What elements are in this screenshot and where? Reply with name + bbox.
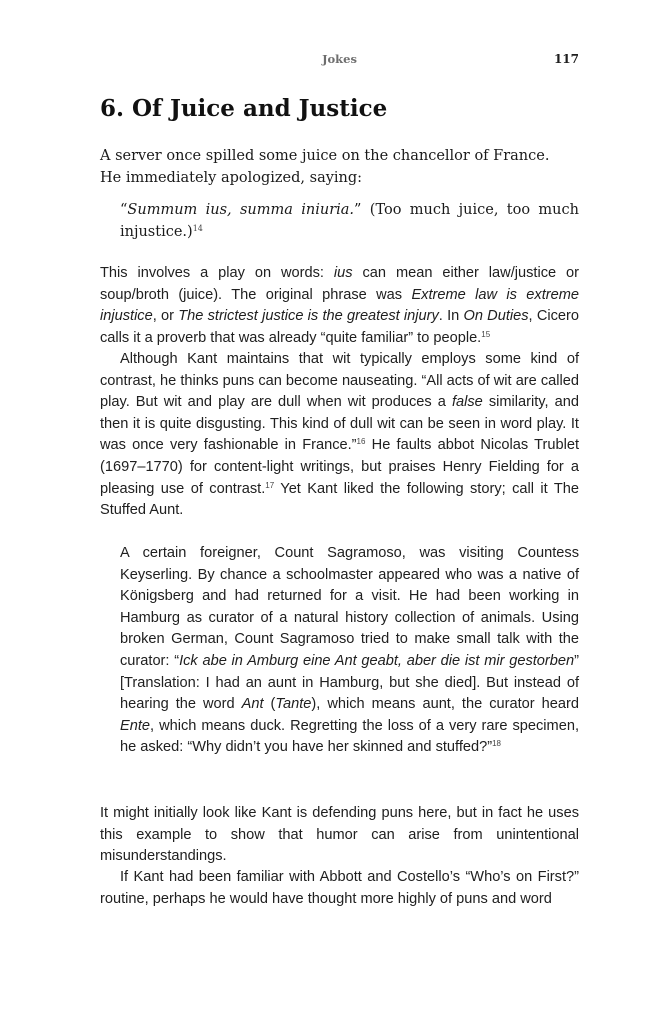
text-run: Yet Kant liked the following story; call it The Stuffed Aunt. (100, 480, 579, 519)
italic-term: Tante (275, 696, 312, 713)
italic-term: Ant (241, 696, 264, 713)
body-paragraph (100, 263, 579, 349)
text-run: . In (438, 308, 464, 325)
text-run: similarity, and then it is quite disgusting. This kind of dull wit can be seen in word play. It was once very fashionable in France.” (100, 394, 579, 454)
footnote-ref: 18 (492, 739, 502, 749)
book-title: On Duties (463, 308, 529, 325)
text-run: A certain foreigner, Count Sagramoso, was visiting Countess Keyserling. By chance a schoolmaster appeared who was a native of Königsberg and had returned for a visit. He had been working in Hamburg as curator of a natural history collection of animals. Using broken German, Count Sagramoso tried to make small talk with the curator: “ (120, 545, 579, 669)
running-head (100, 52, 579, 70)
text-run: can mean either law/justice or soup/broth (juice). The original phrase was (100, 265, 580, 303)
text-run: ” [Translation: I had an aunt in Hamburg, but she died]. But instead of hearing the word (120, 652, 579, 713)
italic-term: false (451, 394, 483, 411)
text-run: , which means duck. Regretting the loss of a very rare specimen, he asked: “Why didn’t you have her skinned and stuffed?” (120, 717, 579, 756)
text-run: ( (263, 696, 276, 713)
text-run: This involves a play on words: (100, 265, 334, 281)
footnote-ref: 14 (192, 223, 203, 233)
footnote-ref: 15 (481, 329, 491, 339)
chapter-number: 6. (100, 95, 125, 122)
text-run: , Cicero calls it a proverb that was already “quite familiar” to people. (100, 308, 579, 346)
italic-term: Ente (120, 717, 151, 734)
chapter-title (100, 92, 579, 126)
story-blockquote (120, 543, 579, 759)
running-head-title: Jokes (322, 52, 357, 66)
italic-phrase: The strictest justice is the greatest injury (178, 308, 439, 325)
latin-quote (120, 200, 579, 243)
text-run: , or (152, 308, 179, 325)
intro-paragraph (100, 146, 579, 189)
latin-maxim: Summum ius, summa iniuria. (127, 202, 355, 218)
body-paragraph: If Kant had been familiar with Abbott and Costello’s “Who’s on First?” routine, perhaps he would have thought more highly of puns and word (100, 869, 579, 907)
text-run: Although Kant maintains that wit typically employs some kind of contrast, he thinks puns can become nauseating. “All acts of wit are called play. But wit and play are dull when wit produces a (100, 351, 579, 411)
italic-term: ius (333, 265, 353, 281)
intro-line: A server once spilled some juice on the chancellor of France. (100, 148, 550, 164)
page-number: 117 (553, 52, 579, 66)
text-run: He faults abbot Nicolas Trublet (1697–1770) for content-light writings, but praises Henry Fielding for a pleasing use of contrast. (100, 437, 579, 497)
italic-phrase: Extreme law is extreme injustice (100, 286, 580, 325)
body-paragraph (100, 349, 579, 522)
chapter-title-text: Of Juice and Justice (132, 95, 388, 122)
body-paragraph: It might initially look like Kant is defending puns here, but in fact he uses this example to show that humor can arise from unintentional misunderstandings. (100, 805, 579, 865)
text-run: ), which means aunt, the curator heard (311, 696, 579, 713)
german-quote: Ick abe in Amburg eine Ant geabt, aber die ist mir gestorben (179, 652, 575, 669)
intro-line: He immediately apologized, saying: (100, 169, 363, 186)
footnote-ref: 16 (356, 437, 366, 447)
quote-translation: ” (Too much juice, too much injustice.) (120, 202, 579, 240)
quote-open-mark: “ (120, 202, 128, 218)
footnote-ref: 17 (265, 480, 275, 490)
